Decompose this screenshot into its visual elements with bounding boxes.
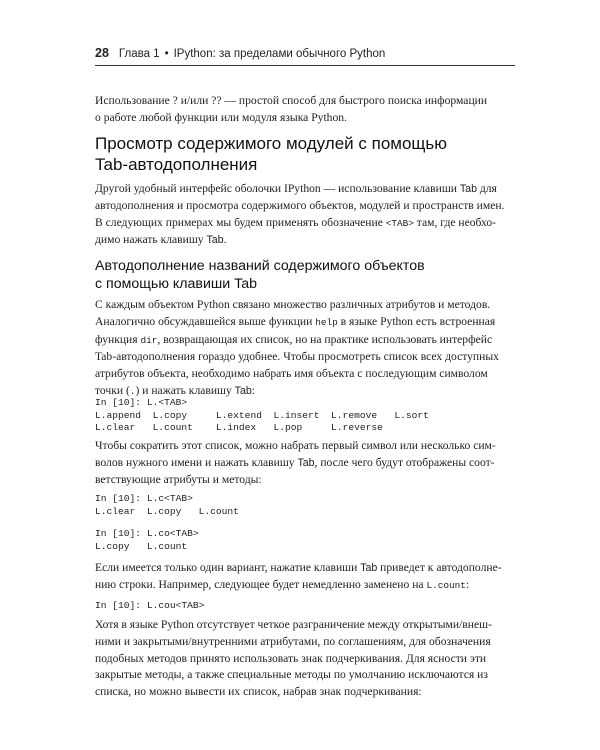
- code-block-completion-list: [95, 397, 429, 435]
- text-run: в языке Python есть встроенная: [337, 314, 496, 328]
- text-run: для: [476, 182, 497, 195]
- chapter-label: Глава 1: [118, 48, 160, 60]
- paragraph-tab-interface: [95, 181, 515, 249]
- code-line: L.clear L.count L.index L.pop L.reverse: [95, 422, 383, 433]
- code-line: In [10]: L.co<TAB>: [95, 528, 199, 539]
- key-tab: Tab: [297, 456, 315, 469]
- section-heading: [95, 133, 447, 175]
- text-line: Хотя в языке Python отсутствует четкое разграничение между открытыми/внеш-: [95, 618, 492, 631]
- text-run: ) и нажать клавишу: [135, 383, 235, 397]
- paragraph-private-attributes: [95, 617, 515, 701]
- text-line: о работе любой функции или модуля языка Python.: [95, 110, 347, 124]
- text-run: там, где необхо-: [413, 215, 497, 229]
- text-run: Аналогично обсуждавшейся выше функции: [95, 314, 316, 328]
- code-block-c-completion: [95, 493, 239, 518]
- text-line: закрытые методы, а также специальные методы по умолчанию исключаются из: [95, 668, 488, 682]
- text-line: [95, 215, 515, 233]
- code-line: In [10]: L.c<TAB>: [95, 493, 193, 504]
- text-run: функция: [95, 332, 141, 346]
- text-line: [95, 332, 515, 350]
- inline-code: L.count: [426, 579, 466, 591]
- key-tab: Tab: [234, 384, 252, 397]
- key-tab: Tab: [206, 234, 224, 247]
- text-run: , возвращающая их список, но на практике использовать интерфейс: [157, 332, 493, 346]
- code-line: In [10]: L.<TAB>: [95, 397, 188, 408]
- heading-line: Автодополнение названий содержимого объектов: [95, 258, 425, 274]
- text-run: , после чего будут отображены соот-: [314, 455, 495, 469]
- key-tab: Tab: [459, 183, 477, 195]
- paragraph-filter: [95, 438, 515, 488]
- text-line: Использование ? и/или ?? — простой способ для быстрого поиска информации: [95, 94, 488, 107]
- text-run: приведет к автодополне-: [377, 561, 502, 574]
- text-run: :: [251, 383, 255, 397]
- inline-code: dir: [140, 334, 158, 346]
- text-run: волов нужного имени и нажать клавишу: [95, 455, 298, 469]
- code-line: L.copy L.count: [95, 540, 188, 552]
- paragraph-single-option: [95, 560, 515, 595]
- code-line: In [10]: L.cou<TAB>: [95, 600, 205, 611]
- bullet-separator: •: [164, 48, 169, 60]
- page-number: 28: [95, 46, 109, 60]
- text-run: точки (: [95, 383, 130, 397]
- text-run: В следующих примерах мы будем применять обозначение: [95, 215, 386, 229]
- text-line: [95, 560, 515, 577]
- text-line: ветствующие атрибуты и методы:: [95, 472, 262, 486]
- inline-code: <TAB>: [385, 217, 414, 229]
- text-line: С каждым объектом Python связано множество различных атрибутов и методов.: [95, 298, 491, 311]
- text-line: [95, 181, 515, 198]
- text-run: Если имеется только один вариант, нажатие клавиши: [95, 561, 361, 574]
- running-header: [95, 46, 515, 66]
- text-line: подобных методов принято использовать знак подчеркивания. Для ясности эти: [95, 651, 487, 665]
- subsection-heading: [95, 257, 425, 293]
- code-line: L.append L.copy L.extend L.insert L.remove L.sort: [95, 409, 429, 421]
- text-line: Чтобы сократить этот список, можно набрать первый символ или несколько сим-: [95, 439, 496, 452]
- text-line: списка, но можно вывести их список, набрав знак подчеркивания:: [95, 685, 422, 699]
- text-line: [95, 232, 515, 249]
- text-line: атрибутов объекта, необходимо набрать имя объекта с последующим символом: [95, 367, 488, 381]
- text-line: [95, 577, 515, 595]
- inline-code: help: [315, 316, 338, 328]
- paragraph-attributes: [95, 297, 515, 401]
- text-run: :: [465, 577, 470, 591]
- heading-line: с помощью клавиши Tab: [95, 276, 258, 292]
- text-run: нию строки. Например, следующее будет немедленно заменено на: [95, 577, 427, 591]
- header-rule: [95, 65, 515, 66]
- chapter-title: IPython: за пределами обычного Python: [173, 48, 386, 60]
- text-line: [95, 314, 515, 332]
- text-line: ними и закрытыми/внутренними атрибутами, по соглашениям, для обозначения: [95, 634, 491, 648]
- text-run: Другой удобный интерфейс оболочки IPython — использование клавиши: [95, 182, 460, 195]
- code-line: L.clear L.copy L.count: [95, 505, 239, 517]
- code-block-cou-completion: [95, 600, 204, 613]
- text-run: димо нажать клавишу: [95, 233, 207, 247]
- text-line: автодополнения и просмотра содержимого объектов, модулей и пространств имен.: [95, 198, 505, 212]
- key-tab: Tab: [360, 562, 378, 574]
- text-line: Tab-автодополнения гораздо удобнее. Чтобы просмотреть список всех доступных: [95, 350, 499, 364]
- text-line: [95, 455, 515, 472]
- inline-code: .: [129, 385, 136, 397]
- text-run: .: [223, 233, 227, 247]
- intro-paragraph: [95, 93, 515, 127]
- heading-line: Tab-автодополнения: [95, 155, 258, 174]
- code-block-co-completion: [95, 528, 199, 553]
- heading-line: Просмотр содержимого модулей с помощью: [95, 134, 448, 153]
